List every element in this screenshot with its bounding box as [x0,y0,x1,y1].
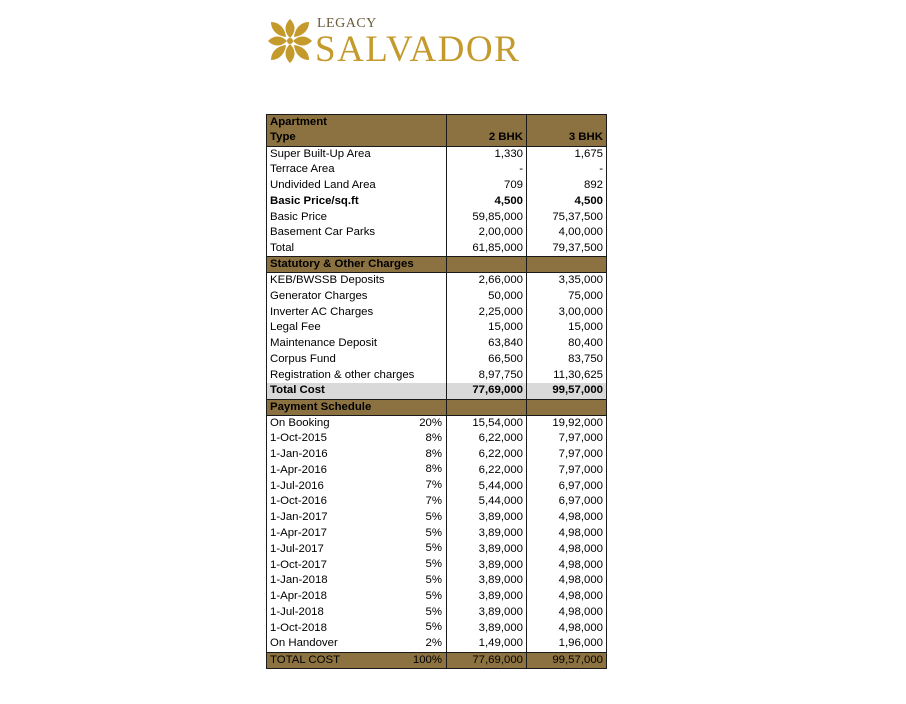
value-3bhk: 3,00,000 [527,304,607,320]
value-2bhk [447,115,527,131]
section-title: Apartment [267,115,447,131]
value-3bhk: - [527,162,607,178]
row-label [267,557,447,573]
row-label-text: On Booking [270,416,330,429]
value-3bhk: 892 [527,178,607,194]
value-3bhk: 6,97,000 [527,494,607,510]
row-label: Terrace Area [267,162,447,178]
row-label [267,494,447,510]
row-label-text: 1-Jan-2016 [270,448,328,461]
row-label: Corpus Fund [267,352,447,368]
percentage: 7% [425,479,442,492]
value-2bhk: 5,44,000 [447,478,527,494]
value-3bhk [527,115,607,131]
value-3bhk: 1,675 [527,146,607,162]
table-row [267,620,607,636]
value-3bhk: 75,000 [527,288,607,304]
percentage: 5% [425,589,442,602]
row-label [267,573,447,589]
table-row [267,304,607,320]
table-row [267,336,607,352]
value-2bhk: 2,66,000 [447,273,527,289]
percentage: 5% [425,605,442,618]
table-row [267,273,607,289]
value-3bhk: 83,750 [527,352,607,368]
row-label-text: 1-Oct-2018 [270,621,327,634]
table-row [267,367,607,383]
row-label-text: TOTAL COST [270,653,341,666]
row-label [267,526,447,542]
row-label: Total Cost [267,383,447,399]
table-row [267,288,607,304]
row-label: Generator Charges [267,288,447,304]
percentage: 100% [412,653,442,666]
value-2bhk: 3,89,000 [447,620,527,636]
row-label: Basic Price [267,209,447,225]
table-row [267,447,607,463]
row-label-text: 1-Jul-2017 [270,542,324,555]
value-2bhk: 3,89,000 [447,573,527,589]
value-2bhk: 6,22,000 [447,462,527,478]
value-2bhk: - [447,162,527,178]
row-label [267,605,447,621]
table-row [267,636,607,652]
table-row [267,541,607,557]
value-3bhk [527,399,607,415]
row-label [267,431,447,447]
table-row [267,193,607,209]
value-2bhk: 3,89,000 [447,557,527,573]
table-row [267,352,607,368]
value-2bhk: 15,000 [447,320,527,336]
row-label: Type [267,130,447,146]
value-3bhk: 79,37,500 [527,241,607,257]
percentage: 8% [425,431,442,444]
value-3bhk: 4,500 [527,193,607,209]
table-row [267,557,607,573]
percentage: 7% [425,495,442,508]
row-label-text: 1-Jan-2017 [270,511,328,524]
value-2bhk: 50,000 [447,288,527,304]
value-3bhk: 75,37,500 [527,209,607,225]
table-row [267,462,607,478]
row-label: Maintenance Deposit [267,336,447,352]
percentage: 5% [425,574,442,587]
table-row [267,510,607,526]
table-row [267,589,607,605]
row-label-text: 1-Jul-2016 [270,479,324,492]
row-label: Registration & other charges [267,367,447,383]
value-3bhk: 7,97,000 [527,431,607,447]
percentage: 5% [425,558,442,571]
column-header-3bhk: 3 BHK [527,130,607,146]
value-2bhk: 4,500 [447,193,527,209]
percentage: 5% [425,510,442,523]
column-header-2bhk: 2 BHK [447,130,527,146]
value-2bhk: 3,89,000 [447,605,527,621]
row-label: Inverter AC Charges [267,304,447,320]
row-label-text: 1-Apr-2018 [270,590,327,603]
row-label-text: 1-Oct-2017 [270,558,327,571]
value-3bhk: 4,98,000 [527,541,607,557]
row-label-text: 1-Jul-2018 [270,606,324,618]
fleur-logo-icon [265,16,315,66]
brand-main-text: SALVADOR [315,29,521,70]
brand-top-text: LEGACY [317,16,377,31]
value-2bhk: 77,69,000 [447,383,527,399]
value-3bhk: 15,000 [527,320,607,336]
value-3bhk: 99,57,000 [527,383,607,399]
table-row [267,320,607,336]
value-3bhk: 4,98,000 [527,573,607,589]
percentage: 20% [419,416,442,429]
percentage: 5% [425,526,442,539]
value-3bhk: 3,35,000 [527,273,607,289]
value-3bhk: 1,96,000 [527,636,607,652]
table-row [267,178,607,194]
value-2bhk: 6,22,000 [447,447,527,463]
value-2bhk: 1,330 [447,146,527,162]
value-2bhk: 66,500 [447,352,527,368]
value-2bhk: 15,54,000 [447,415,527,431]
row-label [267,652,447,668]
value-2bhk: 3,89,000 [447,526,527,542]
row-label: Undivided Land Area [267,178,447,194]
row-label [267,510,447,526]
row-label: Basic Price/sq.ft [267,193,447,209]
value-2bhk: 5,44,000 [447,494,527,510]
row-label [267,589,447,605]
grand-total-row [267,652,607,668]
table-row [267,478,607,494]
value-2bhk: 59,85,000 [447,209,527,225]
value-2bhk: 61,85,000 [447,241,527,257]
percentage: 2% [425,637,442,650]
value-2bhk: 3,89,000 [447,541,527,557]
value-2bhk: 1,49,000 [447,636,527,652]
row-label-text: 1-Jan-2018 [270,574,328,587]
value-3bhk: 7,97,000 [527,447,607,463]
value-3bhk: 6,97,000 [527,478,607,494]
table-row [267,431,607,447]
value-3bhk: 4,98,000 [527,589,607,605]
total-cost-row [267,383,607,399]
value-2bhk: 77,69,000 [447,652,527,668]
percentage: 8% [425,447,442,460]
row-label: Total [267,241,447,257]
percentage: 5% [425,542,442,555]
cost-sheet-table [266,114,607,669]
table-row [267,494,607,510]
row-label [267,447,447,463]
row-label-text: 1-Apr-2017 [270,527,327,540]
row-label-text: On Handover [270,637,338,650]
row-label [267,541,447,557]
row-label-text: 1-Oct-2016 [270,495,327,508]
row-label [267,415,447,431]
row-label [267,478,447,494]
table-row [267,146,607,162]
value-3bhk: 80,400 [527,336,607,352]
value-2bhk: 2,00,000 [447,225,527,241]
value-3bhk: 4,98,000 [527,526,607,542]
value-3bhk: 4,98,000 [527,510,607,526]
value-2bhk [447,257,527,273]
value-3bhk: 4,98,000 [527,557,607,573]
payment-schedule-header-row [267,399,607,415]
value-3bhk: 4,00,000 [527,225,607,241]
statutory-header-row [267,257,607,273]
row-label: Super Built-Up Area [267,146,447,162]
value-2bhk [447,399,527,415]
value-2bhk: 6,22,000 [447,431,527,447]
row-label [267,462,447,478]
row-label: Basement Car Parks [267,225,447,241]
section-title: Payment Schedule [267,399,447,415]
row-label-text: 1-Oct-2015 [270,432,327,445]
value-3bhk: 4,98,000 [527,605,607,621]
value-2bhk: 63,840 [447,336,527,352]
value-3bhk: 4,98,000 [527,620,607,636]
value-3bhk: 7,97,000 [527,462,607,478]
table-row [267,225,607,241]
table-row [267,526,607,542]
header-title-row [267,115,607,131]
value-2bhk: 709 [447,178,527,194]
table-row [267,241,607,257]
row-label [267,620,447,636]
header-type-row [267,130,607,146]
row-label: KEB/BWSSB Deposits [267,273,447,289]
table-row [267,415,607,431]
value-2bhk: 3,89,000 [447,589,527,605]
row-label-text: 1-Apr-2016 [270,463,327,476]
value-2bhk: 8,97,750 [447,367,527,383]
value-3bhk: 11,30,625 [527,367,607,383]
row-label [267,636,447,652]
percentage: 5% [425,621,442,634]
table-row [267,573,607,589]
value-2bhk: 3,89,000 [447,510,527,526]
table-row [267,209,607,225]
value-2bhk: 2,25,000 [447,304,527,320]
section-title: Statutory & Other Charges [267,257,447,273]
percentage: 8% [425,463,442,476]
value-3bhk [527,257,607,273]
table-row [267,605,607,621]
value-3bhk: 19,92,000 [527,415,607,431]
table-row [267,162,607,178]
value-3bhk: 99,57,000 [527,652,607,668]
row-label: Legal Fee [267,320,447,336]
